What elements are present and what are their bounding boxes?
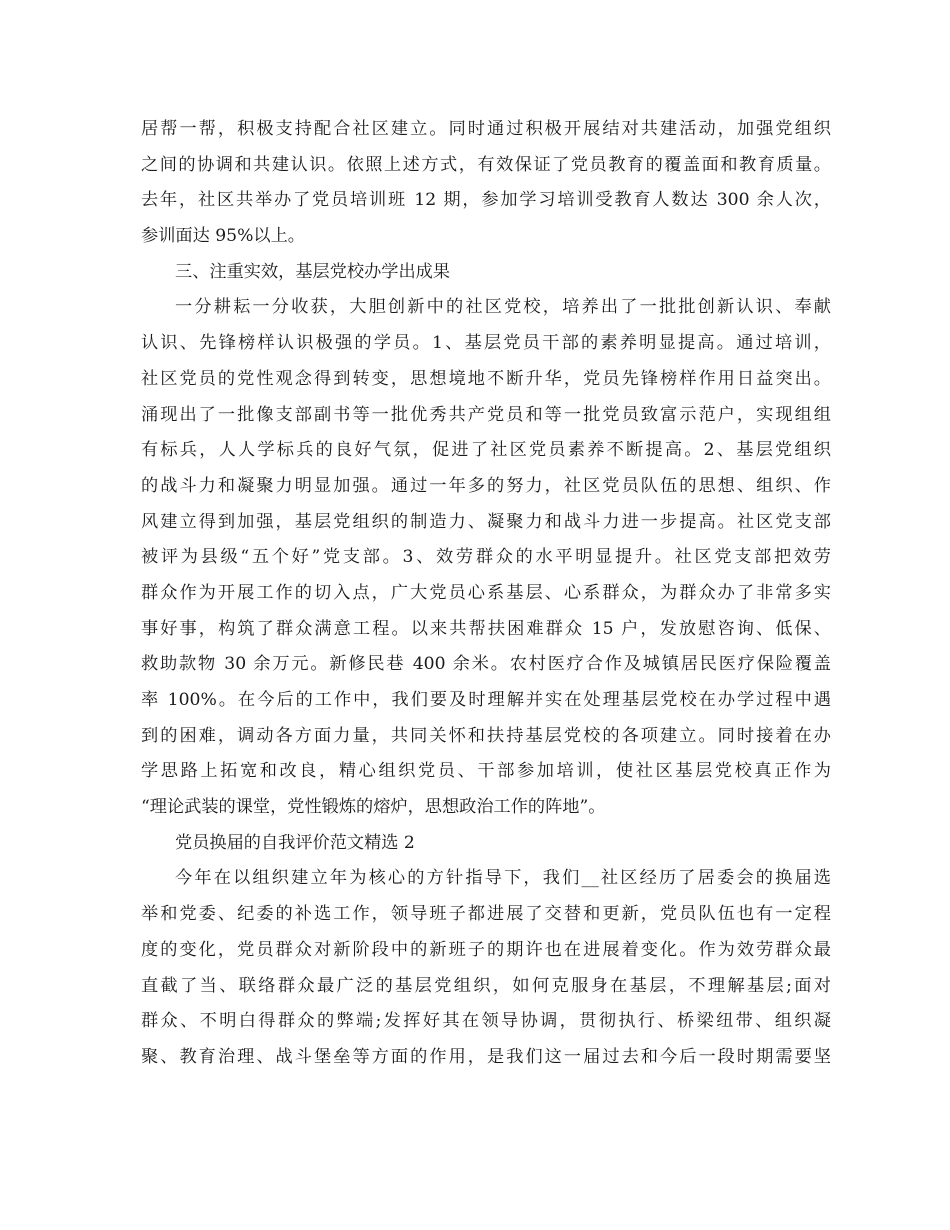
text-line: 率 100%。在今后的工作中，我们要及时理解并实在处理基层党校在办学过程中遇	[141, 690, 831, 710]
text-line: 举和党委、纪委的补选工作，领导班子都进展了交替和更新，党员队伍也有一定程	[141, 904, 831, 925]
text-line: 度的变化，党员群众对新阶段中的新班子的期许也在进展着变化。作为效劳群众最	[141, 939, 831, 960]
text-line: “理论武装的课堂，党性锻炼的熔炉，思想政治工作的阵地”。	[141, 797, 606, 818]
document-body	[141, 112, 831, 1076]
text-line: 聚、教育治理、战斗堡垒等方面的作用，是我们这一届过去和今后一段时期需要坚	[141, 1046, 831, 1067]
text-line: 到的困难，调动各方面力量，共同关怀和扶持基层党校的各项建立。同时接着在办	[141, 725, 831, 746]
text-line: 直截了当、联络群众最广泛的基层党组织，如何克服身在基层，不理解基层;面对	[141, 975, 831, 996]
text-line: 风建立得到加强，基层党组织的制造力、凝聚力和战斗力进一步提高。社区党支部	[141, 511, 831, 532]
section-heading: 三、注重实效，基层党校办学出成果	[175, 261, 451, 282]
text-line: 的战斗力和凝聚力明显加强。通过一年多的努力，社区党员队伍的思想、组织、作	[141, 475, 831, 496]
text-line: 认识、先锋榜样认识极强的学员。1、基层党员干部的素养明显提高。通过培训，	[141, 333, 831, 354]
text-line: 有标兵，人人学标兵的良好气氛，促进了社区党员素养不断提高。2、基层党组织	[141, 440, 831, 461]
text-line: 学思路上拓宽和改良，精心组织党员、干部参加培训，使社区基层党校真正作为	[141, 761, 831, 782]
text-line: 被评为县级“五个好”党支部。3、效劳群众的水平明显提升。社区党支部把效劳	[141, 547, 831, 568]
text-line: 一分耕耘一分收获，大胆创新中的社区党校，培养出了一批批创新认识、奉献	[175, 297, 831, 318]
text-line: 居帮一帮，积极支持配合社区建立。同时通过积极开展结对共建活动，加强党组织	[141, 119, 831, 139]
text-line: 涌现出了一批像支部副书等一批优秀共产党员和等一批党员致富示范户，实现组组	[141, 404, 831, 425]
text-line: 群众、不明白得群众的弊端;发挥好其在领导协调，贯彻执行、桥梁纽带、组织凝	[141, 1011, 831, 1032]
text-line: 参训面达 95%以上。	[141, 226, 305, 247]
text-line: 去年，社区共举办了党员培训班 12 期，参加学习培训受教育人数达 300 余人次，	[141, 190, 831, 211]
text-line: 社区党员的党性观念得到转变，思想境地不断升华，党员先锋榜样作用日益突出。	[141, 368, 831, 389]
section-heading: 党员换届的自我评价范文精选 2	[175, 832, 415, 853]
text-line: 事好事，构筑了群众满意工程。以来共帮扶困难群众 15 户，发放慰咨询、低保、	[141, 618, 831, 639]
text-line: 之间的协调和共建认识。依照上述方式，有效保证了党员教育的覆盖面和教育质量。	[141, 154, 831, 175]
text-line: 救助款物 30 余万元。新修民巷 400 余米。农村医疗合作及城镇居民医疗保险覆盖	[141, 654, 831, 675]
text-line: 群众作为开展工作的切入点，广大党员心系基层、心系群众，为群众办了非常多实	[141, 582, 831, 603]
text-line: 今年在以组织建立年为核心的方针指导下，我们__社区经历了居委会的换届选	[175, 868, 831, 889]
